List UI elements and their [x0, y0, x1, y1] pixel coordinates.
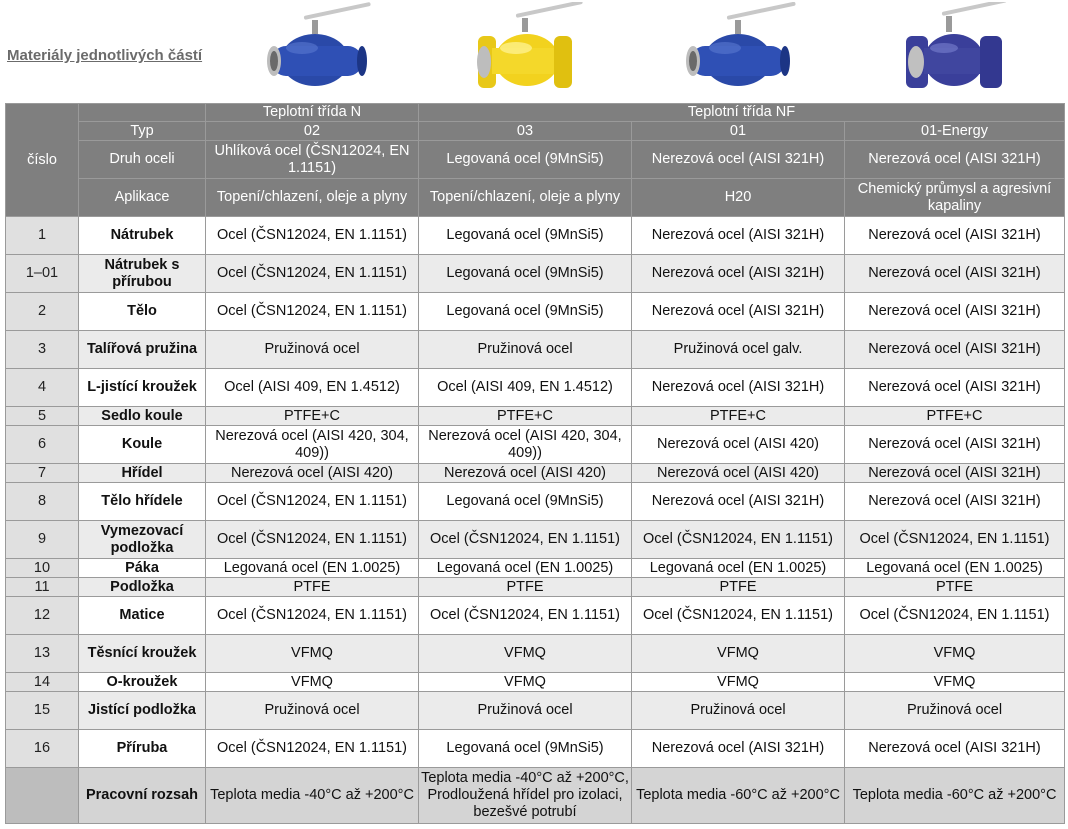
material-cell: Nerezová ocel (AISI 321H): [845, 255, 1065, 293]
material-cell: Legovaná ocel (9MnSi5): [419, 483, 632, 521]
material-cell: Nerezová ocel (AISI 420): [632, 426, 845, 464]
header-type: 01: [632, 122, 845, 141]
material-cell: Legovaná ocel (EN 1.0025): [419, 559, 632, 578]
material-cell: Ocel (ČSN12024, EN 1.1151): [206, 521, 419, 559]
material-cell: PTFE+C: [206, 407, 419, 426]
material-cell: Nerezová ocel (AISI 321H): [845, 331, 1065, 369]
part-name: Podložka: [79, 578, 206, 597]
material-cell: Legovaná ocel (9MnSi5): [419, 255, 632, 293]
header-app: Chemický průmysl a agresivní kapaliny: [845, 179, 1065, 217]
material-cell: Legovaná ocel (9MnSi5): [419, 217, 632, 255]
material-cell: Pružinová ocel: [419, 692, 632, 730]
material-cell: Ocel (ČSN12024, EN 1.1151): [845, 521, 1065, 559]
part-name: Jistící podložka: [79, 692, 206, 730]
row-number: 5: [6, 407, 79, 426]
table-row: [6, 597, 1065, 635]
table-row: [6, 255, 1065, 293]
material-cell: Ocel (ČSN12024, EN 1.1151): [206, 293, 419, 331]
table-row: [6, 407, 1065, 426]
material-cell: Ocel (ČSN12024, EN 1.1151): [632, 521, 845, 559]
material-cell: Ocel (ČSN12024, EN 1.1151): [419, 521, 632, 559]
material-cell: Nerezová ocel (AISI 321H): [632, 255, 845, 293]
section-heading: Materiály jednotlivých částí: [7, 47, 203, 64]
material-cell: PTFE+C: [845, 407, 1065, 426]
part-name: Příruba: [79, 730, 206, 768]
header-app: Topení/chlazení, oleje a plyny: [206, 179, 419, 217]
material-cell: Ocel (ČSN12024, EN 1.1151): [206, 217, 419, 255]
part-name: Tělo: [79, 293, 206, 331]
material-cell: Nerezová ocel (AISI 321H): [632, 730, 845, 768]
material-cell: Legovaná ocel (9MnSi5): [419, 293, 632, 331]
part-name: Matice: [79, 597, 206, 635]
row-number: 12: [6, 597, 79, 635]
header-steel: Nerezová ocel (AISI 321H): [845, 141, 1065, 179]
material-cell: Ocel (ČSN12024, EN 1.1151): [206, 597, 419, 635]
valve-image-01: [685, 2, 805, 98]
part-name: Talířová pružina: [79, 331, 206, 369]
materials-table: [5, 103, 1065, 824]
material-cell: VFMQ: [845, 673, 1065, 692]
material-cell: Nerezová ocel (AISI 321H): [632, 369, 845, 407]
table-row: [6, 730, 1065, 768]
header-app: Topení/chlazení, oleje a plyny: [419, 179, 632, 217]
row-number: 16: [6, 730, 79, 768]
table-row: [6, 578, 1065, 597]
row-number: 13: [6, 635, 79, 673]
table-row: [6, 673, 1065, 692]
part-name: Tělo hřídele: [79, 483, 206, 521]
material-cell: VFMQ: [845, 635, 1065, 673]
footer-value: Teplota media -40°C až +200°C: [206, 768, 419, 824]
table-row: [6, 559, 1065, 578]
material-cell: Nerezová ocel (AISI 321H): [632, 483, 845, 521]
material-cell: Ocel (ČSN12024, EN 1.1151): [419, 597, 632, 635]
material-cell: Nerezová ocel (AISI 420): [206, 464, 419, 483]
footer-part: Pracovní rozsah: [79, 768, 206, 824]
material-cell: Ocel (ČSN12024, EN 1.1151): [206, 730, 419, 768]
part-name: Koule: [79, 426, 206, 464]
material-cell: Nerezová ocel (AISI 420): [419, 464, 632, 483]
material-cell: Nerezová ocel (AISI 321H): [845, 483, 1065, 521]
part-name: Sedlo koule: [79, 407, 206, 426]
header-app: H20: [632, 179, 845, 217]
material-cell: Nerezová ocel (AISI 321H): [845, 217, 1065, 255]
material-cell: Nerezová ocel (AISI 321H): [845, 464, 1065, 483]
part-name: Páka: [79, 559, 206, 578]
valve-image-01-energy: [902, 2, 1022, 98]
row-number: 1–01: [6, 255, 79, 293]
material-cell: Pružinová ocel: [845, 692, 1065, 730]
header-class-n: Teplotní třída N: [206, 104, 419, 122]
part-name: Vymezovací podložka: [79, 521, 206, 559]
material-cell: Nerezová ocel (AISI 321H): [845, 426, 1065, 464]
material-cell: Pružinová ocel: [206, 692, 419, 730]
material-cell: Ocel (ČSN12024, EN 1.1151): [632, 597, 845, 635]
material-cell: PTFE+C: [419, 407, 632, 426]
row-number: 2: [6, 293, 79, 331]
material-cell: Legovaná ocel (EN 1.0025): [206, 559, 419, 578]
material-cell: Pružinová ocel: [206, 331, 419, 369]
material-cell: Nerezová ocel (AISI 420, 304, 409)): [419, 426, 632, 464]
header-type: 03: [419, 122, 632, 141]
material-cell: VFMQ: [419, 635, 632, 673]
material-cell: VFMQ: [206, 673, 419, 692]
material-cell: Ocel (ČSN12024, EN 1.1151): [206, 483, 419, 521]
material-cell: Nerezová ocel (AISI 321H): [632, 293, 845, 331]
material-cell: Nerezová ocel (AISI 321H): [845, 369, 1065, 407]
header-steel: Uhlíková ocel (ČSN12024, EN 1.1151): [206, 141, 419, 179]
part-name: O-kroužek: [79, 673, 206, 692]
table-row: [6, 217, 1065, 255]
row-number: 3: [6, 331, 79, 369]
part-name: Těsnící kroužek: [79, 635, 206, 673]
table-row: [6, 635, 1065, 673]
material-cell: PTFE+C: [632, 407, 845, 426]
row-number: 6: [6, 426, 79, 464]
header-steel: Legovaná ocel (9MnSi5): [419, 141, 632, 179]
header-type: 02: [206, 122, 419, 141]
material-cell: Nerezová ocel (AISI 321H): [632, 217, 845, 255]
material-cell: PTFE: [632, 578, 845, 597]
row-number: 15: [6, 692, 79, 730]
footer-value: Teplota media -60°C až +200°C: [632, 768, 845, 824]
material-cell: Ocel (AISI 409, EN 1.4512): [206, 369, 419, 407]
row-number: 1: [6, 217, 79, 255]
material-cell: Nerezová ocel (AISI 420): [632, 464, 845, 483]
row-number: 9: [6, 521, 79, 559]
table-row: [6, 331, 1065, 369]
header-app-label: Aplikace: [79, 179, 206, 217]
material-cell: Pružinová ocel: [632, 692, 845, 730]
part-name: Nátrubek: [79, 217, 206, 255]
valve-image-02: [262, 2, 382, 98]
row-number: 14: [6, 673, 79, 692]
material-cell: Ocel (AISI 409, EN 1.4512): [419, 369, 632, 407]
row-number: 7: [6, 464, 79, 483]
row-number: 8: [6, 483, 79, 521]
material-cell: Legovaná ocel (EN 1.0025): [845, 559, 1065, 578]
material-cell: VFMQ: [419, 673, 632, 692]
material-cell: Legovaná ocel (9MnSi5): [419, 730, 632, 768]
footer-num: [6, 768, 79, 824]
material-cell: VFMQ: [632, 635, 845, 673]
header-steel: Nerezová ocel (AISI 321H): [632, 141, 845, 179]
part-name: Nátrubek s přírubou: [79, 255, 206, 293]
material-cell: PTFE: [419, 578, 632, 597]
table-row: [6, 692, 1065, 730]
material-cell: Ocel (ČSN12024, EN 1.1151): [206, 255, 419, 293]
part-name: L-jistící kroužek: [79, 369, 206, 407]
table-row: [6, 369, 1065, 407]
material-cell: Legovaná ocel (EN 1.0025): [632, 559, 845, 578]
table-row: [6, 426, 1065, 464]
material-cell: Pružinová ocel: [419, 331, 632, 369]
material-cell: PTFE: [845, 578, 1065, 597]
material-cell: VFMQ: [632, 673, 845, 692]
valve-image-03: [472, 2, 592, 98]
row-number: 10: [6, 559, 79, 578]
header-typ-label: Typ: [79, 122, 206, 141]
header-blank: [79, 104, 206, 122]
material-cell: PTFE: [206, 578, 419, 597]
header-cislo: číslo: [6, 104, 79, 217]
footer-value: Teplota media -40°C až +200°C, Prodloužená hřídel pro izolaci, bezešvé potrubí: [419, 768, 632, 824]
material-cell: Nerezová ocel (AISI 321H): [845, 293, 1065, 331]
table-row: [6, 293, 1065, 331]
header-steel-label: Druh oceli: [79, 141, 206, 179]
footer-value: Teplota media -60°C až +200°C: [845, 768, 1065, 824]
material-cell: Ocel (ČSN12024, EN 1.1151): [845, 597, 1065, 635]
material-cell: Nerezová ocel (AISI 321H): [845, 730, 1065, 768]
material-cell: Pružinová ocel galv.: [632, 331, 845, 369]
row-number: 11: [6, 578, 79, 597]
table-row: [6, 521, 1065, 559]
material-cell: Nerezová ocel (AISI 420, 304, 409)): [206, 426, 419, 464]
header-type: 01-Energy: [845, 122, 1065, 141]
header-class-nf: Teplotní třída NF: [419, 104, 1065, 122]
part-name: Hřídel: [79, 464, 206, 483]
row-number: 4: [6, 369, 79, 407]
table-row: [6, 464, 1065, 483]
table-row: [6, 483, 1065, 521]
material-cell: VFMQ: [206, 635, 419, 673]
